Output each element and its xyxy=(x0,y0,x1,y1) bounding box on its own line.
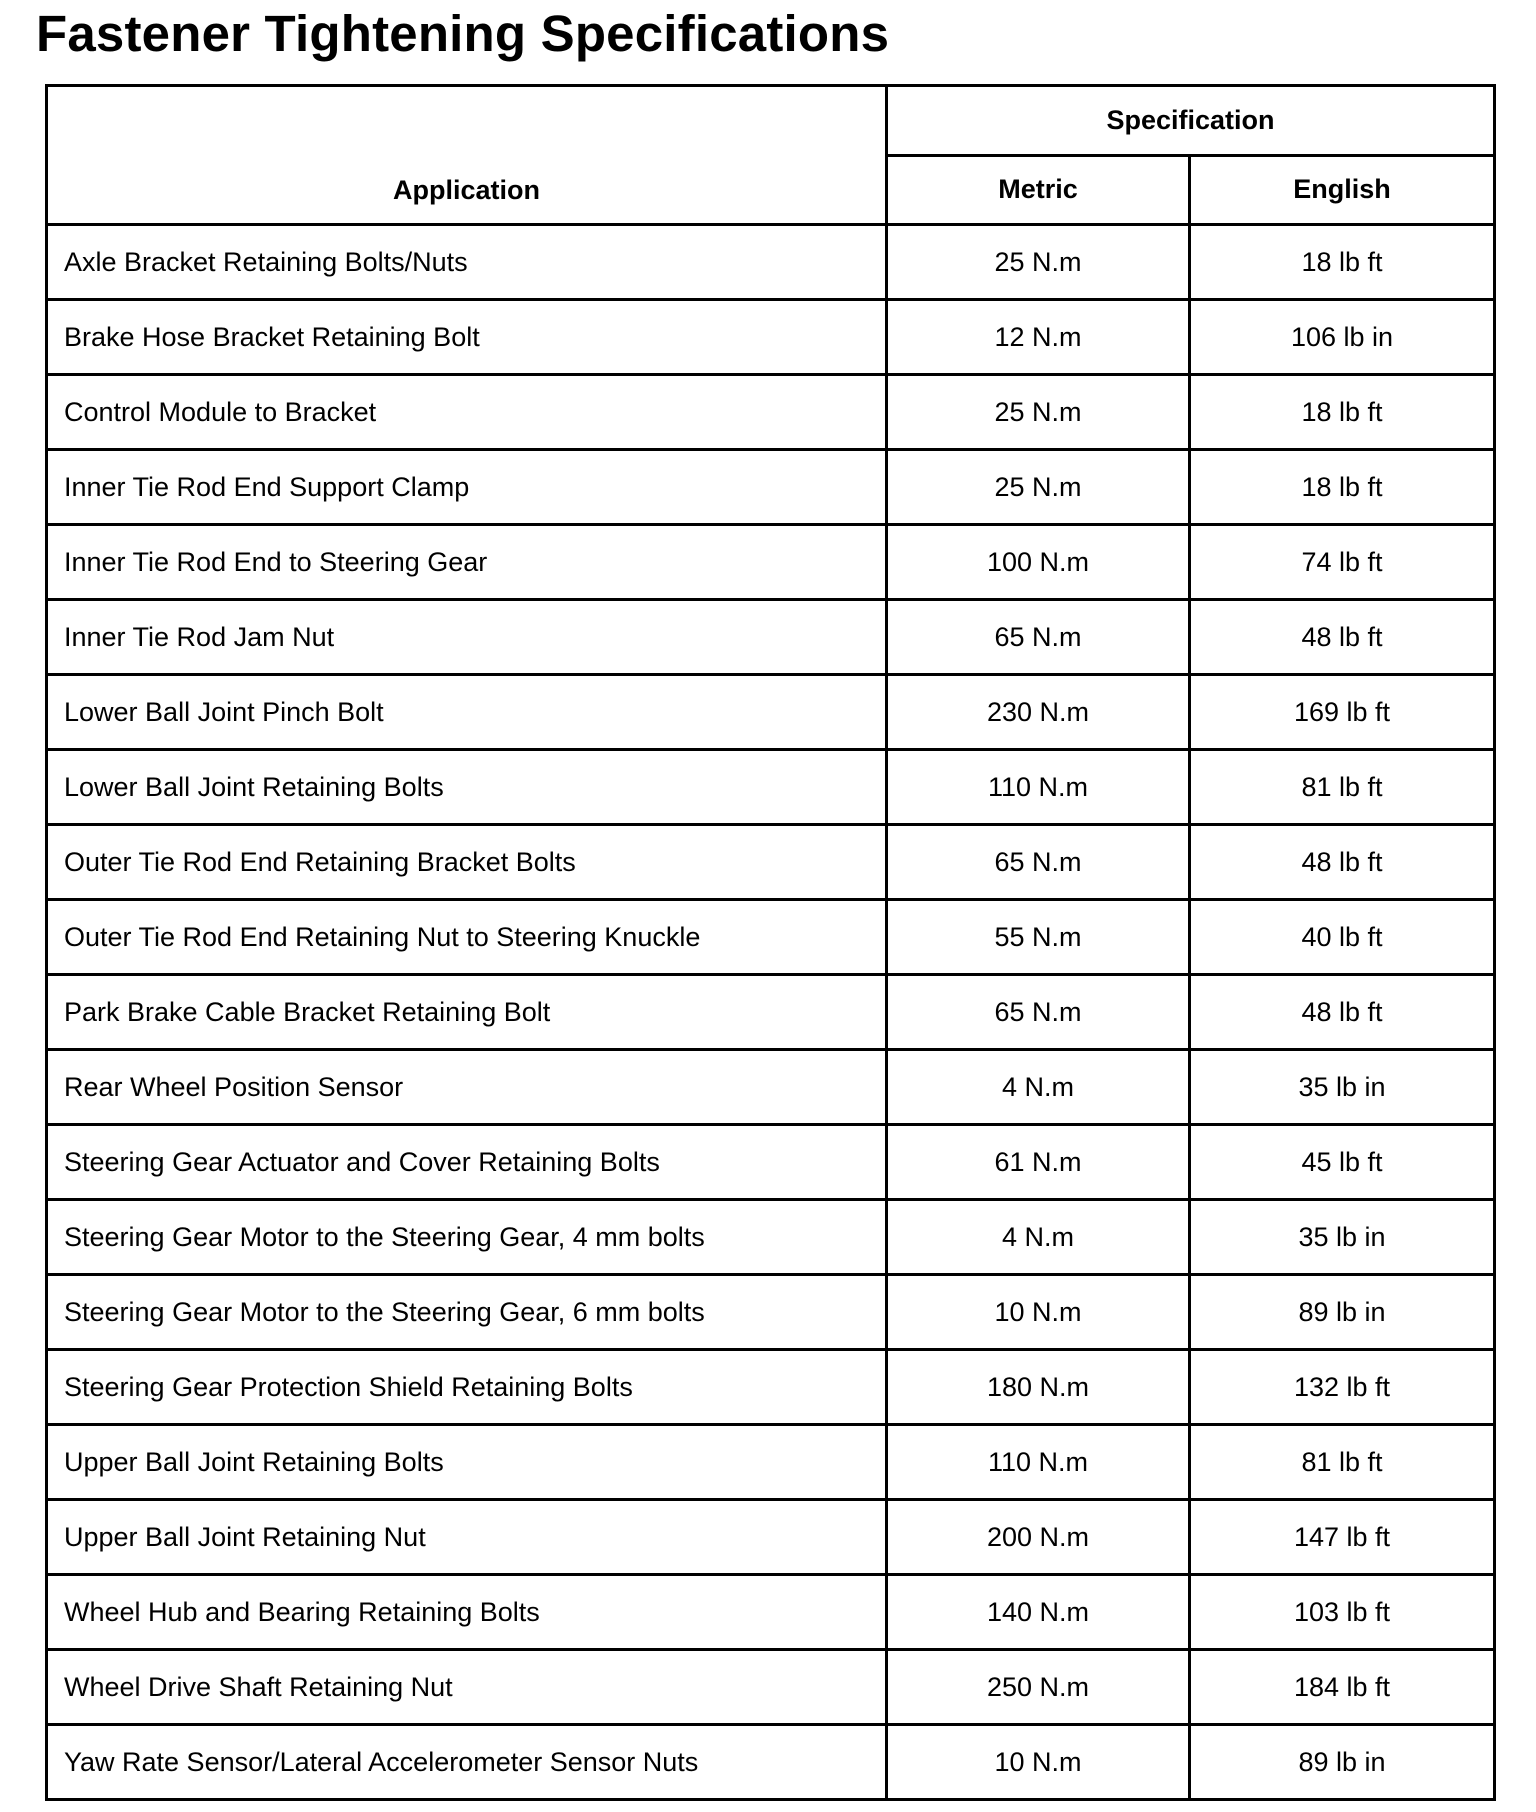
cell-english: 48 lb ft xyxy=(1190,825,1495,900)
cell-application: Outer Tie Rod End Retaining Bracket Bolts xyxy=(47,825,887,900)
cell-english: 132 lb ft xyxy=(1190,1350,1495,1425)
table-row xyxy=(47,675,1495,750)
cell-metric: 110 N.m xyxy=(887,1425,1190,1500)
cell-application: Steering Gear Protection Shield Retaining Bolts xyxy=(47,1350,887,1425)
table-body xyxy=(47,225,1495,1800)
cell-metric: 10 N.m xyxy=(887,1725,1190,1800)
cell-metric: 110 N.m xyxy=(887,750,1190,825)
table-row xyxy=(47,1425,1495,1500)
cell-application: Inner Tie Rod End Support Clamp xyxy=(47,450,887,525)
cell-metric: 25 N.m xyxy=(887,450,1190,525)
table-row xyxy=(47,300,1495,375)
cell-metric: 65 N.m xyxy=(887,975,1190,1050)
table-row xyxy=(47,1275,1495,1350)
cell-english: 81 lb ft xyxy=(1190,750,1495,825)
cell-application: Lower Ball Joint Retaining Bolts xyxy=(47,750,887,825)
cell-english: 48 lb ft xyxy=(1190,600,1495,675)
cell-application: Steering Gear Motor to the Steering Gear, 4 mm bolts xyxy=(47,1200,887,1275)
header-application: Application xyxy=(47,86,887,225)
cell-english: 103 lb ft xyxy=(1190,1575,1495,1650)
cell-metric: 25 N.m xyxy=(887,375,1190,450)
table-row xyxy=(47,900,1495,975)
table-header xyxy=(47,86,1495,225)
table-row xyxy=(47,225,1495,300)
table-row xyxy=(47,1650,1495,1725)
cell-application: Axle Bracket Retaining Bolts/Nuts xyxy=(47,225,887,300)
cell-metric: 4 N.m xyxy=(887,1050,1190,1125)
cell-application: Steering Gear Actuator and Cover Retaining Bolts xyxy=(47,1125,887,1200)
cell-metric: 4 N.m xyxy=(887,1200,1190,1275)
table-row xyxy=(47,1725,1495,1800)
table-row xyxy=(47,1575,1495,1650)
cell-application: Wheel Drive Shaft Retaining Nut xyxy=(47,1650,887,1725)
table-row xyxy=(47,975,1495,1050)
fastener-spec-table xyxy=(45,84,1496,1801)
cell-english: 40 lb ft xyxy=(1190,900,1495,975)
table-row xyxy=(47,450,1495,525)
cell-english: 169 lb ft xyxy=(1190,675,1495,750)
cell-metric: 12 N.m xyxy=(887,300,1190,375)
cell-english: 89 lb in xyxy=(1190,1275,1495,1350)
cell-application: Wheel Hub and Bearing Retaining Bolts xyxy=(47,1575,887,1650)
cell-application: Upper Ball Joint Retaining Bolts xyxy=(47,1425,887,1500)
cell-metric: 140 N.m xyxy=(887,1575,1190,1650)
cell-english: 147 lb ft xyxy=(1190,1500,1495,1575)
cell-metric: 10 N.m xyxy=(887,1275,1190,1350)
cell-application: Brake Hose Bracket Retaining Bolt xyxy=(47,300,887,375)
cell-application: Lower Ball Joint Pinch Bolt xyxy=(47,675,887,750)
header-specification: Specification xyxy=(887,86,1495,156)
table-row xyxy=(47,1200,1495,1275)
table-row xyxy=(47,1125,1495,1200)
cell-english: 35 lb in xyxy=(1190,1050,1495,1125)
cell-metric: 100 N.m xyxy=(887,525,1190,600)
cell-metric: 61 N.m xyxy=(887,1125,1190,1200)
cell-application: Control Module to Bracket xyxy=(47,375,887,450)
cell-application: Upper Ball Joint Retaining Nut xyxy=(47,1500,887,1575)
cell-english: 18 lb ft xyxy=(1190,450,1495,525)
table-row xyxy=(47,1350,1495,1425)
cell-english: 81 lb ft xyxy=(1190,1425,1495,1500)
cell-metric: 65 N.m xyxy=(887,600,1190,675)
cell-application: Park Brake Cable Bracket Retaining Bolt xyxy=(47,975,887,1050)
table-row xyxy=(47,750,1495,825)
cell-application: Inner Tie Rod Jam Nut xyxy=(47,600,887,675)
cell-metric: 25 N.m xyxy=(887,225,1190,300)
cell-metric: 55 N.m xyxy=(887,900,1190,975)
cell-application: Steering Gear Motor to the Steering Gear, 6 mm bolts xyxy=(47,1275,887,1350)
page-title: Fastener Tightening Specifications xyxy=(36,5,890,62)
cell-english: 74 lb ft xyxy=(1190,525,1495,600)
cell-english: 48 lb ft xyxy=(1190,975,1495,1050)
table-row xyxy=(47,375,1495,450)
table-row xyxy=(47,1050,1495,1125)
cell-application: Yaw Rate Sensor/Lateral Accelerometer Sensor Nuts xyxy=(47,1725,887,1800)
cell-english: 18 lb ft xyxy=(1190,225,1495,300)
cell-metric: 230 N.m xyxy=(887,675,1190,750)
cell-english: 35 lb in xyxy=(1190,1200,1495,1275)
header-metric: Metric xyxy=(887,155,1190,225)
cell-metric: 200 N.m xyxy=(887,1500,1190,1575)
table-row xyxy=(47,600,1495,675)
table-row xyxy=(47,1500,1495,1575)
cell-english: 184 lb ft xyxy=(1190,1650,1495,1725)
cell-application: Rear Wheel Position Sensor xyxy=(47,1050,887,1125)
cell-english: 89 lb in xyxy=(1190,1725,1495,1800)
cell-application: Outer Tie Rod End Retaining Nut to Steering Knuckle xyxy=(47,900,887,975)
cell-metric: 250 N.m xyxy=(887,1650,1190,1725)
cell-english: 18 lb ft xyxy=(1190,375,1495,450)
cell-english: 45 lb ft xyxy=(1190,1125,1495,1200)
table-row xyxy=(47,525,1495,600)
header-english: English xyxy=(1190,155,1495,225)
cell-metric: 180 N.m xyxy=(887,1350,1190,1425)
cell-application: Inner Tie Rod End to Steering Gear xyxy=(47,525,887,600)
table-row xyxy=(47,825,1495,900)
cell-english: 106 lb in xyxy=(1190,300,1495,375)
cell-metric: 65 N.m xyxy=(887,825,1190,900)
